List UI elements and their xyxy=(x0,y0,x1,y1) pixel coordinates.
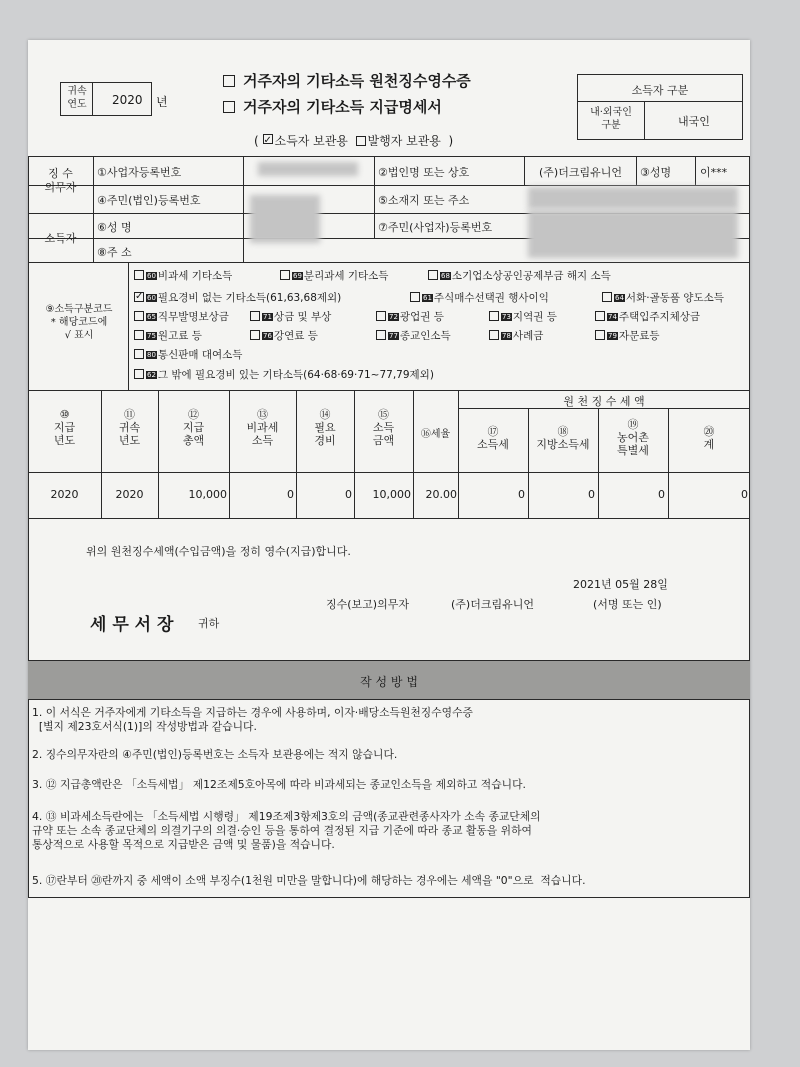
issuer-copy-label: 발행자 보관용 xyxy=(367,134,441,148)
recipient-copy-label: 소득자 보관용 xyxy=(274,134,348,148)
cell-rate: 20.00 xyxy=(425,488,457,501)
income-code-number: 60 xyxy=(147,294,156,302)
income-code-60[interactable] xyxy=(134,290,341,305)
withholder-sign-name: (주)더크림유니언 xyxy=(451,598,534,611)
income-code-checkbox[interactable] xyxy=(489,311,499,321)
income-code-checkbox[interactable] xyxy=(428,270,438,280)
attribution-year-suffix: 년 xyxy=(156,95,168,109)
issuer-copy-checkbox[interactable] xyxy=(356,136,366,146)
income-code-number: 80 xyxy=(147,351,156,359)
title-receipt[interactable]: 거주자의 기타소득 원천징수영수증 xyxy=(223,70,471,91)
income-code-checkbox[interactable] xyxy=(376,311,386,321)
document-page xyxy=(28,40,750,1050)
income-code-text: 원고료 등 xyxy=(157,330,202,342)
cell-pay-year: 2020 xyxy=(50,488,79,501)
income-code-77[interactable] xyxy=(376,328,451,343)
income-code-text: 사례금 xyxy=(512,330,544,342)
cell-total: 10,000 xyxy=(188,488,227,501)
income-code-checkbox[interactable] xyxy=(250,330,260,340)
title-receipt-checkbox[interactable] xyxy=(223,75,235,87)
copy-selector: ( ✓ 소득자 보관용 발행자 보관용 ) xyxy=(254,132,453,149)
tax-office-suffix: 귀하 xyxy=(198,617,220,630)
cell-income: 10,000 xyxy=(372,488,411,501)
income-code-number: 74 xyxy=(608,313,617,321)
income-code-checkbox[interactable] xyxy=(280,270,290,280)
income-code-number: 65 xyxy=(147,313,156,321)
col-total: ⑫ 지급 총액 xyxy=(182,408,205,447)
instruction-item: 3. ⑫ 지급총액란은 「소득세법」 제12조제5호아목에 따라 비과세되는 종교인소득을 제외하고 적습니다. xyxy=(32,778,526,791)
income-code-checkbox[interactable] xyxy=(134,369,144,379)
income-code-checkbox[interactable] xyxy=(134,349,144,359)
income-code-checkbox[interactable] xyxy=(134,330,144,340)
col-income-tax: ⑰ 소득세 xyxy=(477,425,509,451)
cell-expense: 0 xyxy=(345,488,352,501)
recipient-copy-checkbox[interactable] xyxy=(263,134,273,144)
income-code-73[interactable] xyxy=(489,309,557,324)
income-code-checkbox[interactable] xyxy=(134,311,144,321)
income-code-number: 78 xyxy=(502,332,511,340)
instruction-item: 2. 징수의무자란의 ④주민(법인)등록번호는 소득자 보관용에는 적지 않습니다. xyxy=(32,748,398,761)
instruction-item: 5. ⑰란부터 ⑳란까지 중 세액이 소액 부징수(1천원 미만을 말합니다)에 해당하는 경우에는 세액을 "0"으로 적습니다. xyxy=(32,874,586,887)
income-code-number: 60 xyxy=(147,272,156,280)
recipient-name-label: ⑥성 명 xyxy=(97,221,132,234)
col-rural-tax: ⑲ 농어촌 특별세 xyxy=(617,418,649,457)
receipt-statement: 위의 원천징수세액(수입금액)을 정히 영수(지급)합니다. xyxy=(86,545,351,558)
cell-local-tax: 0 xyxy=(588,488,595,501)
cell-sum: 0 xyxy=(741,488,748,501)
recipient-address-label: ⑧주 소 xyxy=(97,246,132,259)
income-code-text: 필요경비 없는 기타소득(61,63,68제외) xyxy=(157,292,342,304)
income-code-number: 64 xyxy=(615,294,624,302)
income-code-checkbox[interactable] xyxy=(489,330,499,340)
income-code-number: 77 xyxy=(389,332,398,340)
income-code-64[interactable] xyxy=(602,290,724,305)
income-code-text: 통신판매 대여소득 xyxy=(157,349,243,361)
instructions-title: 작 성 방 법 xyxy=(360,675,418,689)
name-value: 이*** xyxy=(700,166,728,179)
receipt-date: 2021년 05월 28일 xyxy=(573,578,668,591)
signature-placeholder: (서명 또는 인) xyxy=(593,598,662,611)
income-code-75[interactable] xyxy=(134,328,202,343)
income-code-checkbox[interactable] xyxy=(134,292,144,302)
corp-reg-label: ④주민(법인)등록번호 xyxy=(97,194,201,207)
income-code-61[interactable] xyxy=(410,290,549,305)
income-code-label: ⑨소득구분코드 * 해당코드에 √ 표시 xyxy=(45,304,113,341)
income-code-79[interactable] xyxy=(595,328,660,343)
attribution-year-value: 2020 xyxy=(112,93,143,107)
income-code-checkbox[interactable] xyxy=(595,311,605,321)
income-code-text: 광업권 등 xyxy=(399,311,444,323)
col-rate: ⑯세율 xyxy=(420,429,451,440)
tax-office: 세 무 서 장 xyxy=(90,615,174,635)
income-code-62[interactable] xyxy=(134,367,434,382)
income-code-text: 직무발명보상금 xyxy=(157,311,229,323)
instruction-item: 4. ⑬ 비과세소득란에는 「소득세법 시행령」 제19조제3항제3호의 금액(종교관련종사자가 소속 종교단체의 규약 또는 소속 종교단체의 의결기구의 의결·승인 등을 통하여 결정된 지급 기준에 따라 종교 활동을 위하여 통상적으로 사용할 목적으로 지급받은 금액 및 물품)을 적습니다. xyxy=(32,810,541,851)
attribution-year-label: 귀속 연도 xyxy=(67,86,87,110)
income-code-60[interactable] xyxy=(134,268,232,283)
income-code-checkbox[interactable] xyxy=(376,330,386,340)
recipient-info-redacted xyxy=(250,195,320,243)
col-expense: ⑭ 필요 경비 xyxy=(314,408,336,447)
income-code-number: 62 xyxy=(147,371,156,379)
income-code-78[interactable] xyxy=(489,328,543,343)
col-income: ⑮ 소득 금액 xyxy=(372,408,395,447)
income-code-text: 서화·골동품 양도소득 xyxy=(625,292,724,304)
withholder-address-redacted xyxy=(528,187,738,209)
withholding-group-title: 원 천 징 수 세 액 xyxy=(563,395,645,408)
income-code-number: 71 xyxy=(263,313,272,321)
cell-nontax: 0 xyxy=(287,488,294,501)
income-code-76[interactable] xyxy=(250,328,318,343)
income-code-checkbox[interactable] xyxy=(602,292,612,302)
income-code-68[interactable] xyxy=(428,268,611,283)
income-code-text: 지역권 등 xyxy=(512,311,557,323)
income-code-checkbox[interactable] xyxy=(250,311,260,321)
income-code-number: 68 xyxy=(441,272,450,280)
recipient-section-label: 소득자 xyxy=(44,232,77,245)
income-code-text: 분리과세 기타소득 xyxy=(303,270,389,282)
address-label: ⑤소재지 또는 주소 xyxy=(378,194,470,207)
col-local-tax: ⑱ 지방소득세 xyxy=(536,425,590,451)
income-code-checkbox[interactable] xyxy=(134,270,144,280)
withholder-sign-label: 징수(보고)의무자 xyxy=(326,598,409,611)
biz-reg-label: ①사업자등록번호 xyxy=(97,166,182,179)
income-code-text: 그 밖에 필요경비 있는 기타소득(64·68·69·71~77,79제외) xyxy=(157,369,434,381)
foreign-value: 내국인 xyxy=(678,115,710,128)
title-statement-checkbox[interactable] xyxy=(223,101,235,113)
recipient-type-title: 소득자 구분 xyxy=(631,84,689,97)
name-label: ③성명 xyxy=(640,166,672,179)
title-statement[interactable]: 거주자의 기타소득 지급명세서 xyxy=(223,96,442,117)
income-code-number: 76 xyxy=(263,332,272,340)
income-code-checkbox[interactable] xyxy=(595,330,605,340)
cell-rural-tax: 0 xyxy=(658,488,665,501)
withholder-section-label: 징 수 의무자 xyxy=(44,167,77,194)
income-code-65[interactable] xyxy=(134,309,229,324)
income-code-number: 61 xyxy=(423,294,432,302)
recipient-id-label: ⑦주민(사업자)등록번호 xyxy=(378,221,493,234)
income-code-checkbox[interactable] xyxy=(410,292,420,302)
income-code-number: 75 xyxy=(147,332,156,340)
col-sum: ⑳ 계 xyxy=(703,425,715,451)
income-code-text: 주택입주지체상금 xyxy=(618,311,701,323)
col-pay-year: ⑩ 지급 년도 xyxy=(53,408,76,447)
income-code-69[interactable] xyxy=(280,268,388,283)
income-code-text: 종교인소득 xyxy=(399,330,451,342)
cell-income-tax: 0 xyxy=(518,488,525,501)
income-code-number: 73 xyxy=(502,313,511,321)
income-code-text: 주식매수선택권 행사이익 xyxy=(433,292,549,304)
foreign-label: 내·외국인 구분 xyxy=(590,107,632,131)
recipient-id-redacted xyxy=(528,210,738,258)
cell-attr-year: 2020 xyxy=(115,488,144,501)
income-code-text: 강연료 등 xyxy=(273,330,318,342)
income-code-text: 소기업소상공인공제부금 해지 소득 xyxy=(451,270,611,282)
income-code-text: 비과세 기타소득 xyxy=(157,270,233,282)
income-code-number: 69 xyxy=(293,272,302,280)
income-code-74[interactable] xyxy=(595,309,700,324)
income-code-72[interactable] xyxy=(376,309,444,324)
income-code-text: 자문료등 xyxy=(618,330,660,342)
income-code-number: 79 xyxy=(608,332,617,340)
income-code-number: 72 xyxy=(389,313,398,321)
biz-reg-value-redacted xyxy=(258,162,358,176)
corp-name-label: ②법인명 또는 상호 xyxy=(378,166,470,179)
col-nontax: ⑬ 비과세 소득 xyxy=(246,408,279,447)
income-code-80[interactable] xyxy=(134,347,242,362)
income-code-text: 상금 및 부상 xyxy=(273,311,332,323)
income-code-71[interactable] xyxy=(250,309,331,324)
instruction-item: 1. 이 서식은 거주자에게 기타소득을 지급하는 경우에 사용하며, 이자·배당소득원천징수영수증 [별지 제23호서식(1)]의 작성방법과 같습니다. xyxy=(32,706,473,733)
corp-name-value: (주)더크림유니언 xyxy=(539,166,622,179)
col-attr-year: ⑪ 귀속 년도 xyxy=(118,408,141,447)
